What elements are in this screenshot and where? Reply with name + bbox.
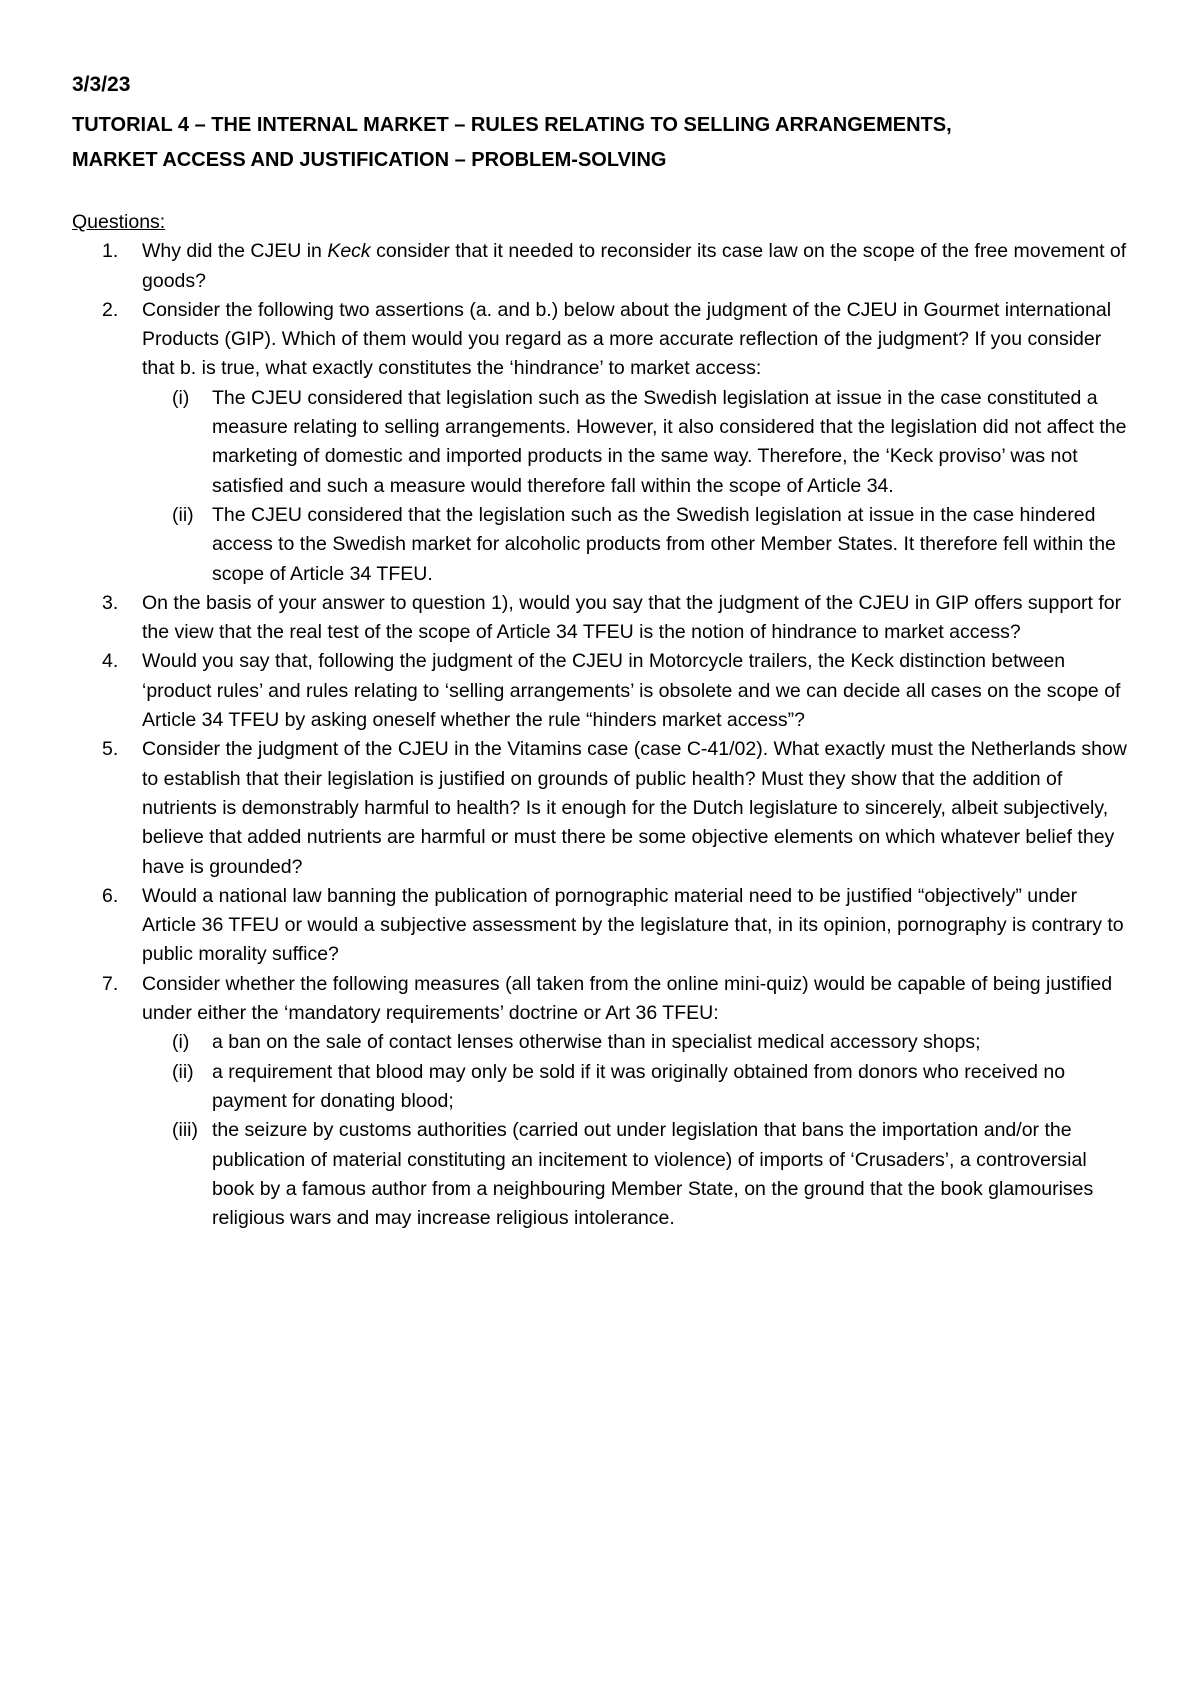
question-number: 5. xyxy=(102,738,119,761)
sub-item xyxy=(142,1058,1132,1117)
question-6 xyxy=(72,882,1132,970)
question-text: Would you say that, following the judgment of the CJEU in Motorcycle trailers, the Keck distinction between ‘product rules’ and rules relating to ‘selling arrangements’ is obsolete and we can decide all cases on the scope of Article 34 TFEU by asking oneself whether the rule “hinders market access”? xyxy=(142,650,1121,732)
sub-item xyxy=(142,501,1132,589)
question-text: Consider the judgment of the CJEU in the Vitamins case (case C-41/02). What exactly must the Netherlands show to establish that their legislation is justified on grounds of public health? Must they show that the addition of nutrients is demonstrably harmful to health? Is it enough for the Dutch legislature to sincerely, albeit subjectively, believe that added nutrients are harmful or must there be some objective elements on which whatever belief they have is grounded? xyxy=(142,738,1127,878)
sub-item-text: a requirement that blood may only be sold if it was originally obtained from donors who received no payment for donating blood; xyxy=(212,1060,1066,1112)
question-number: 1. xyxy=(102,240,119,263)
sub-item-text: The CJEU considered that the legislation such as the Swedish legislation at issue in the case hindered access to the Swedish market for alcoholic products from other Member States. It therefore fell within the scope of Article 34 TFEU. xyxy=(212,503,1116,585)
question-text: Would a national law banning the publication of pornographic material need to be justified “objectively” under Article 36 TFEU or would a subjective assessment by the legislature that, in its opinion, pornography is contrary to public morality suffice? xyxy=(142,884,1124,966)
question-number: 3. xyxy=(102,591,119,614)
question-number: 6. xyxy=(102,884,119,907)
question-text: Why did the CJEU in Keck consider that it needed to reconsider its case law on the scope of the free movement of goods? xyxy=(142,240,1127,292)
question-3 xyxy=(72,589,1132,648)
questions-heading: Questions: xyxy=(72,211,166,233)
question-1 xyxy=(72,237,1132,296)
question-2 xyxy=(72,296,1132,589)
case-name-italic: Keck xyxy=(327,240,371,263)
sub-list xyxy=(142,1028,1132,1233)
question-5 xyxy=(72,735,1132,881)
questions-list xyxy=(72,237,1132,1233)
sub-item-number: (i) xyxy=(172,386,190,409)
sub-item xyxy=(142,1116,1132,1233)
sub-item-number: (ii) xyxy=(172,1060,194,1083)
sub-list xyxy=(142,384,1132,589)
sub-item-number: (ii) xyxy=(172,503,194,526)
question-number: 2. xyxy=(102,298,119,321)
document-date: 3/3/23 xyxy=(72,73,131,96)
sub-item xyxy=(142,384,1132,501)
tutorial-title-line-2: MARKET ACCESS AND JUSTIFICATION – PROBLEM-SOLVING xyxy=(72,149,667,171)
sub-item-number: (i) xyxy=(172,1031,190,1054)
sub-item-text: The CJEU considered that legislation such as the Swedish legislation at issue in the case constituted a measure relating to selling arrangements. However, it also considered that the legislation did not affect the marketing of domestic and imported products in the same way. Therefore, the ‘Keck proviso’ was not satisfied and such a measure would therefore fall within the scope of Article 34. xyxy=(212,386,1127,497)
question-number: 4. xyxy=(102,650,119,673)
question-text: Consider the following two assertions (a. and b.) below about the judgment of the CJEU in Gourmet international Products (GIP). Which of them would you regard as a more accurate reflection of the judgment? If you consider that b. is true, what exactly constitutes the ‘hindrance’ to market access: xyxy=(142,298,1112,380)
sub-item xyxy=(142,1028,1132,1057)
sub-item-text: a ban on the sale of contact lenses otherwise than in specialist medical accessory shops; xyxy=(212,1031,981,1054)
question-7 xyxy=(72,970,1132,1234)
question-number: 7. xyxy=(102,972,119,995)
tutorial-title-line-1: TUTORIAL 4 – THE INTERNAL MARKET – RULES RELATING TO SELLING ARRANGEMENTS, xyxy=(72,114,952,136)
document-body xyxy=(72,70,1132,1233)
sub-item-text: the seizure by customs authorities (carried out under legislation that bans the importation and/or the publication of material constituting an incitement to violence) of imports of ‘Crusaders’, a controversial book by a famous author from a neighbouring Member State, on the ground that the book glamourises religious wars and may increase religious intolerance. xyxy=(212,1119,1094,1230)
question-4 xyxy=(72,647,1132,735)
question-text: On the basis of your answer to question 1), would you say that the judgment of the CJEU in GIP offers support for the view that the real test of the scope of Article 34 TFEU is the notion of hindrance to market access? xyxy=(142,591,1122,644)
sub-item-number: (iii) xyxy=(172,1119,198,1142)
question-text: Consider whether the following measures (all taken from the online mini-quiz) would be capable of being justified under either the ‘mandatory requirements’ doctrine or Art 36 TFEU: xyxy=(142,972,1113,1025)
